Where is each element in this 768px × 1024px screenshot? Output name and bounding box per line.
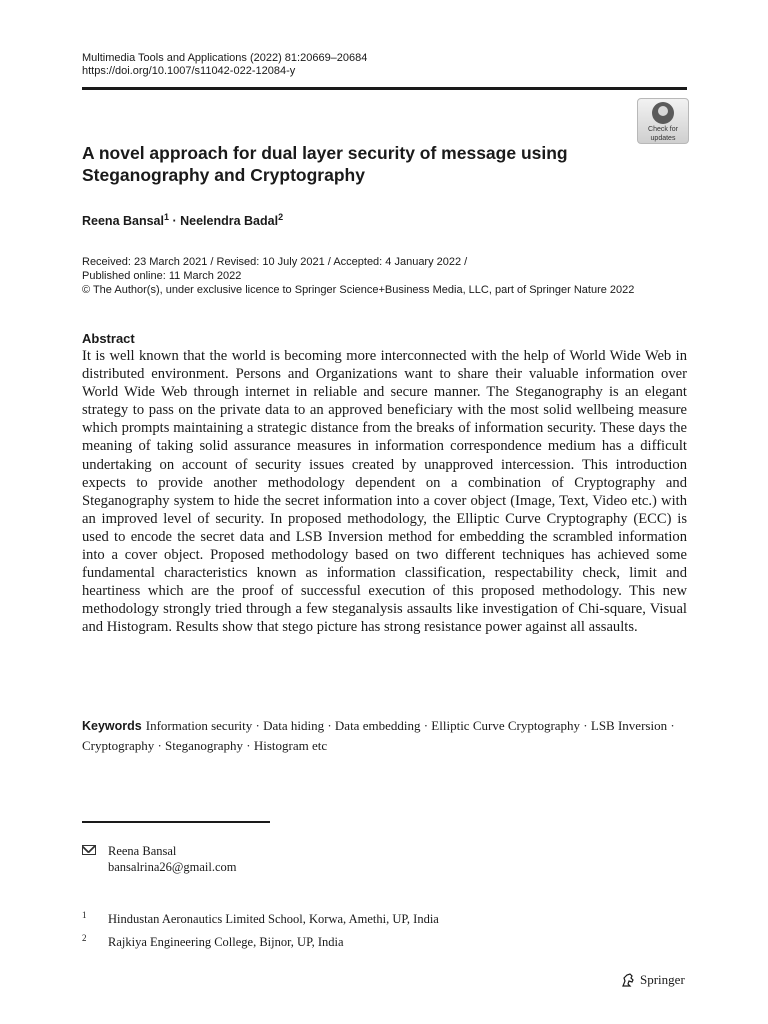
article-history <box>82 255 692 297</box>
abstract-text: It is well known that the world is becoming more interconnected with the help of World Wide Web in distributed environment. Persons and Organizations want to share their valuable information over World Wide Web through internet in reliable and secure manner. The Steganography is an elegant strategy to pass on the private data to an approved beneficiary with the most solid wellbeing measure which prompts maintaining a strategic distance from the breaks of information security. These days the meaning of taking solid assurance measures in information correspondence medium has a difficult undertaking on account of security issues created by unapproved intercession. This introduction expects to provide another methodology dependent on a combination of Cryptography and Steganography system to hide the secret information into a cover object (Image, Text, Video etc.) with an improved level of security. In proposed methodology, the Elliptic Curve Cryptography (ECC) is used to encode the secret data and LSB Inversion method for embedding the scrambled information into a cover object. Proposed methodology based on two different techniques has achieved some fundamental characteristics known as information classification, respectability check, limit and heartiness which are the proof of successful execution of this proposed methodology. This new methodology strongly tried through a few steganalysis assaults like investigation of Chi-square, Visual and Histogram. Results show that stego picture has strong resistance power against all assaults. <box>82 348 687 636</box>
affiliation <box>82 911 439 927</box>
doi-link[interactable]: https://doi.org/10.1007/s11042-022-12084-y <box>82 65 296 77</box>
badge-line2: updates <box>650 135 676 142</box>
author-separator: · <box>169 214 181 229</box>
header-rule <box>82 87 687 90</box>
contact-email[interactable]: bansalrina26@gmail.com <box>108 860 237 874</box>
published-line: Published online: 11 March 2022 <box>82 270 242 282</box>
keywords-label: Keywords <box>82 719 142 733</box>
journal-header <box>82 52 367 78</box>
affiliation-text: Rajkiya Engineering College, Bijnor, UP, India <box>108 935 344 949</box>
abstract-heading: Abstract <box>82 331 135 346</box>
affiliation <box>82 934 344 950</box>
springer-horse-icon <box>620 972 636 988</box>
keywords-list: Information security · Data hiding · Data embedding · Elliptic Curve Cryptography · LSB Inversion · Cryptography · Steganography · Histogram etc <box>82 718 675 753</box>
keywords-section <box>82 716 692 755</box>
publisher-name: Springer <box>640 972 685 987</box>
author-affiliation-mark: 1 <box>163 212 169 222</box>
check-for-updates-icon <box>652 102 674 124</box>
contact-name: Reena Bansal <box>108 844 177 858</box>
check-for-updates-badge[interactable] <box>637 98 689 144</box>
affiliation-number: 1 <box>82 910 87 920</box>
journal-citation: Multimedia Tools and Applications (2022) 81:20669–20684 <box>82 52 368 64</box>
author-list <box>82 212 283 228</box>
dates-line: Received: 23 March 2021 / Revised: 10 July 2021 / Accepted: 4 January 2022 / <box>82 256 468 268</box>
author-name[interactable]: Reena Bansal <box>82 214 164 229</box>
author-affiliation-mark: 2 <box>278 212 284 222</box>
paper-title: A novel approach for dual layer security of message using Steganography and Cryptography <box>82 143 568 185</box>
footnote-rule <box>82 821 270 823</box>
mail-icon <box>82 845 96 855</box>
corresponding-author <box>82 843 237 875</box>
affiliation-text: Hindustan Aeronautics Limited School, Korwa, Amethi, UP, India <box>108 912 439 926</box>
publisher-logo <box>620 972 685 988</box>
affiliation-number: 2 <box>82 933 87 943</box>
badge-line1: Check for <box>648 126 678 133</box>
author-name[interactable]: Neelendra Badal <box>180 214 279 229</box>
copyright-line: © The Author(s), under exclusive licence to Springer Science+Business Media, LLC, part of Springer Nature 2022 <box>82 284 635 296</box>
